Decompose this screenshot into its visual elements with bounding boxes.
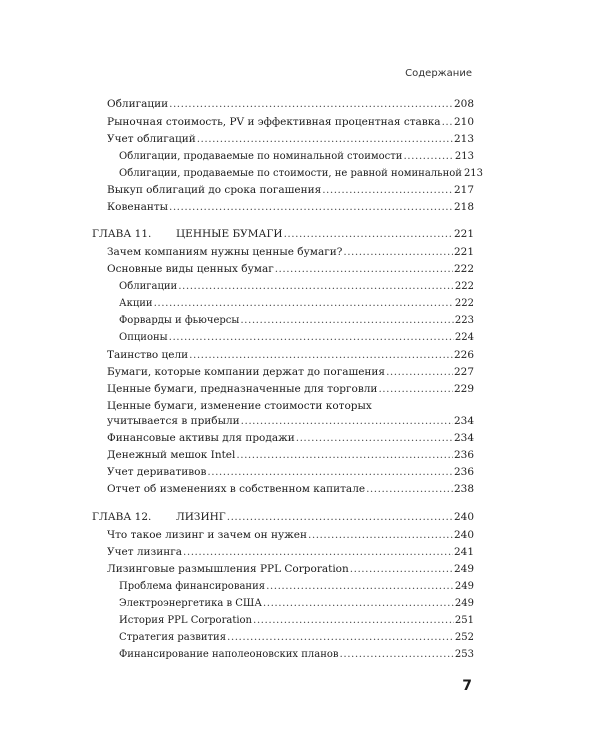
leader-dots (169, 330, 454, 345)
toc-entry-title: Зачем компаниям нужны ценные бумаги? (107, 246, 343, 258)
toc-entry (0, 482, 600, 497)
toc-entry-title: Облигации, продаваемые по номинальной стоимости (119, 151, 403, 162)
toc-entry-title: Что такое лизинг и зачем он нужен (107, 529, 308, 541)
chapter-title: ЦЕННЫЕ БУМАГИ (176, 228, 283, 240)
toc-subentry (0, 330, 600, 345)
toc-entry-title: Денежный мешок Intel (107, 449, 236, 461)
toc-entry (0, 132, 600, 147)
toc-entry-title: Учет облигаций (107, 133, 196, 145)
toc-entry-page: 236 (453, 466, 474, 478)
page-number: 7 (462, 678, 472, 694)
running-head: Содержание (405, 68, 472, 79)
leader-dots (253, 613, 454, 628)
toc-entry (0, 183, 600, 198)
leader-dots (284, 227, 453, 242)
toc-entry-page: 222 (453, 263, 474, 275)
leader-dots (236, 448, 453, 463)
toc-entry-page: 213 (454, 151, 474, 162)
leader-dots (322, 183, 453, 198)
toc-entry-title: Ковенанты (107, 201, 168, 213)
toc-entry-page: 221 (453, 228, 474, 240)
leader-dots (227, 630, 454, 645)
toc-entry-page: 222 (454, 298, 474, 309)
toc-entry-title: Облигации (119, 281, 178, 292)
toc-entry-title: Таинство цели (107, 349, 189, 361)
toc-entry-title: Стратегия развития (119, 632, 227, 643)
toc-entry-title: Финансовые активы для продажи (107, 432, 295, 444)
toc-entry (0, 97, 600, 112)
leader-dots (296, 431, 453, 446)
toc-entry-page: 221 (453, 246, 474, 258)
leader-dots (340, 647, 454, 662)
leader-dots (178, 279, 454, 294)
toc-entry-page: 213 (453, 133, 474, 145)
toc-entry-title: Рыночная стоимость, PV и эффективная процентная ставка (107, 116, 441, 128)
toc-entry (0, 431, 600, 446)
toc-entry-page: 222 (454, 281, 474, 292)
toc-subentry (0, 579, 600, 594)
chapter-label: ГЛАВА 11. (92, 228, 152, 240)
leader-dots (263, 596, 454, 611)
leader-dots (241, 414, 453, 429)
toc-entry-page: 249 (454, 598, 474, 609)
toc-entry-page: 240 (453, 511, 474, 523)
toc-entry-page: 227 (453, 366, 474, 378)
toc-subentry (0, 166, 600, 181)
toc-entry (0, 448, 600, 463)
leader-dots (227, 510, 453, 525)
toc-entry (0, 545, 600, 560)
toc-entry-title: Форварды и фьючерсы (119, 315, 240, 326)
leader-dots (169, 200, 453, 215)
toc-entry (0, 245, 600, 260)
toc-subentry (0, 149, 600, 164)
toc-entry-title: Лизинговые размышления PPL Corporation (107, 563, 349, 575)
leader-dots (154, 296, 454, 311)
leader-dots (189, 348, 453, 363)
toc-entry-title: Бумаги, которые компании держат до погашения (107, 366, 386, 378)
leader-dots (183, 545, 453, 560)
toc-subentry (0, 313, 600, 328)
toc-entry-title: Основные виды ценных бумаг (107, 263, 274, 275)
leader-dots (207, 465, 453, 480)
toc-entry-page: 252 (454, 632, 474, 643)
toc-entry-page: 253 (454, 649, 474, 660)
toc-chapter (0, 510, 600, 525)
toc-entry (0, 365, 600, 380)
toc-entry-title: Акции (119, 298, 153, 309)
toc-subentry (0, 647, 600, 662)
toc-entry (0, 414, 600, 429)
toc-entry-title: Проблема финансирования (119, 581, 266, 592)
toc-entry-page: 249 (454, 581, 474, 592)
toc-chapter (0, 227, 600, 242)
toc-entry-title: Учет деривативов (107, 466, 207, 478)
toc-entry-page: 208 (453, 98, 474, 110)
toc-entry-title: Финансирование наполеоновских планов (119, 649, 339, 660)
toc-entry-title: учитывается в прибыли (107, 415, 240, 427)
toc-subentry (0, 279, 600, 294)
toc-entry-page: 223 (454, 315, 474, 326)
toc-subentry (0, 613, 600, 628)
chapter-title: ЛИЗИНГ (176, 511, 226, 523)
toc-entry (0, 465, 600, 480)
leader-dots (378, 382, 453, 397)
leader-dots (275, 262, 453, 277)
toc-entry-page: 234 (453, 432, 474, 444)
toc-entry-title: Электроэнергетика в США (119, 598, 262, 609)
toc-entry-page: 226 (453, 349, 474, 361)
toc-subentry (0, 296, 600, 311)
leader-dots (366, 482, 453, 497)
toc-entry-title: Ценные бумаги, предназначенные для торговли (107, 383, 378, 395)
toc-entry-page: 236 (453, 449, 474, 461)
toc-entry-page: 213 (463, 168, 484, 179)
toc-entry-title: История PPL Corporation (119, 615, 252, 626)
toc-entry (0, 200, 600, 215)
toc-entry-title: Облигации, продаваемые по стоимости, не равной номинальной (119, 168, 462, 179)
toc-entry (0, 262, 600, 277)
toc-entry-page: 241 (453, 546, 474, 558)
leader-dots (169, 97, 453, 112)
toc-entry-page: 210 (453, 116, 474, 128)
toc-entry-title-line1: Ценные бумаги, изменение стоимости которых (107, 400, 372, 412)
leader-dots (442, 115, 453, 130)
leader-dots (197, 132, 453, 147)
toc-entry (0, 562, 600, 577)
leader-dots (240, 313, 454, 328)
toc-entry-title: Облигации (107, 98, 169, 110)
toc-entry-page: 224 (454, 332, 474, 343)
toc-entry-title: Учет лизинга (107, 546, 183, 558)
toc-entry-page: 234 (453, 415, 474, 427)
toc-entry (0, 382, 600, 397)
toc-entry-title: Опционы (119, 332, 168, 343)
toc-entry-page: 238 (453, 483, 474, 495)
leader-dots (308, 528, 453, 543)
toc-entry-page: 229 (453, 383, 474, 395)
toc-entry-page: 249 (453, 563, 474, 575)
toc-entry-page: 240 (453, 529, 474, 541)
toc-subentry (0, 630, 600, 645)
toc-subentry (0, 596, 600, 611)
leader-dots (266, 579, 454, 594)
leader-dots (350, 562, 453, 577)
toc-entry (0, 348, 600, 363)
toc-entry-title: Выкуп облигаций до срока погашения (107, 184, 322, 196)
toc-entry-page: 217 (453, 184, 474, 196)
chapter-label: ГЛАВА 12. (92, 511, 152, 523)
toc-entry-title: Отчет об изменениях в собственном капитале (107, 483, 366, 495)
toc-entry (0, 528, 600, 543)
toc-entry (0, 115, 600, 130)
leader-dots (403, 149, 453, 164)
leader-dots (343, 245, 453, 260)
toc-entry-page: 251 (454, 615, 474, 626)
leader-dots (386, 365, 453, 380)
toc-entry-page: 218 (453, 201, 474, 213)
